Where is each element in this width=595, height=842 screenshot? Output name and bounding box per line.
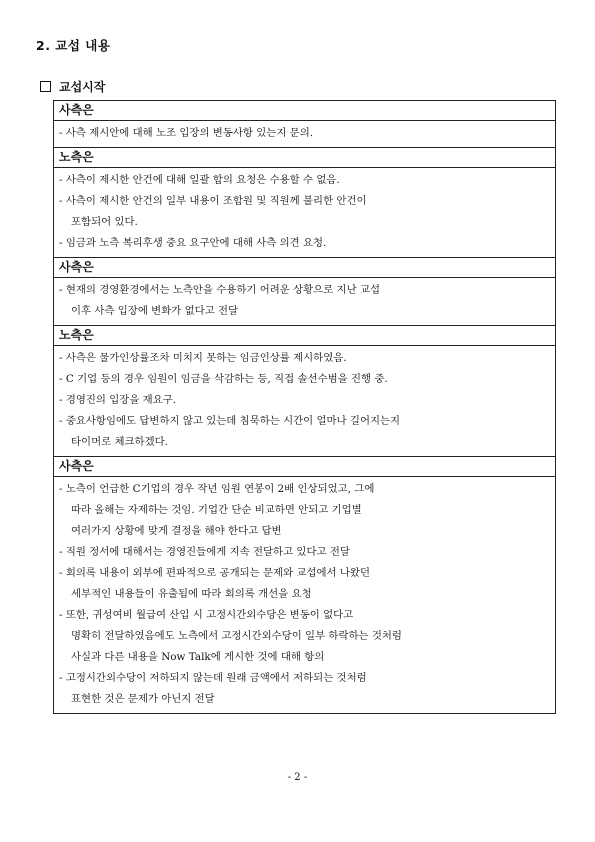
statement-line: 포함되어 있다. bbox=[71, 216, 138, 228]
statement-cell bbox=[54, 168, 555, 258]
statement-cell bbox=[54, 477, 555, 713]
statement-line: - 노측이 언급한 C기업의 경우 작년 임원 연봉이 2배 인상되었고, 그에 bbox=[59, 483, 375, 495]
statement-line: - C 기업 등의 경우 임원이 임금을 삭감하는 등, 직접 솔선수범을 진행 중. bbox=[59, 373, 388, 385]
speaker-header: 노측은 bbox=[54, 148, 555, 168]
statement-cell bbox=[54, 121, 555, 148]
statement-line: 타이머로 체크하겠다. bbox=[71, 436, 168, 448]
section-title: 2. 교섭 내용 bbox=[36, 38, 111, 53]
statement-line: 명확히 전달하였음에도 노측에서 고정시간외수당이 일부 하락하는 것처럼 bbox=[71, 630, 402, 642]
statement-line: - 경영진의 입장을 재요구. bbox=[59, 394, 177, 406]
statement-line: - 사측이 제시한 안건의 일부 내용이 조합원 및 직원께 불리한 안건이 bbox=[59, 195, 367, 207]
statement-line: - 사측 제시안에 대해 노조 입장의 변동사항 있는지 문의. bbox=[59, 127, 314, 139]
statement-line: 세부적인 내용들이 유출됨에 따라 회의록 개선을 요청 bbox=[71, 588, 312, 600]
negotiation-table bbox=[53, 100, 556, 714]
statement-line: - 고정시간외수당이 저하되지 않는데 원래 금액에서 저하되는 것처럼 bbox=[59, 672, 367, 684]
statement-line: - 사측이 제시한 안건에 대해 일괄 합의 요청은 수용할 수 없음. bbox=[59, 174, 340, 186]
statement-cell bbox=[54, 278, 555, 326]
statement-line: 이후 사측 입장에 변화가 없다고 전달 bbox=[71, 305, 239, 317]
statement-line: - 임금과 노측 복리후생 중요 요구안에 대해 사측 의견 요청. bbox=[59, 237, 327, 249]
statement-line: 표현한 것은 문제가 아닌지 전달 bbox=[71, 693, 215, 705]
statement-line: 따라 올해는 자제하는 것임. 기업간 단순 비교하면 안되고 기업별 bbox=[71, 504, 362, 516]
statement-line: - 직원 정서에 대해서는 경영진들에게 지속 전달하고 있다고 전달 bbox=[59, 546, 350, 558]
statement-line: - 사측은 물가인상률조차 미치지 못하는 임금인상률 제시하였음. bbox=[59, 352, 347, 364]
statement-line: - 회의록 내용이 외부에 편파적으로 공개되는 문제와 교섭에서 나왔던 bbox=[59, 567, 370, 579]
statement-line: - 중요사항임에도 답변하지 않고 있는데 침묵하는 시간이 얼마나 길어지는지 bbox=[59, 415, 401, 427]
subsection-label: 교섭시작 bbox=[59, 80, 106, 94]
statement-line: - 현재의 경영환경에서는 노측안을 수용하기 어려운 상황으로 지난 교섭 bbox=[59, 284, 381, 296]
statement-line: - 또한, 귀성여비 월급여 산입 시 고정시간외수당은 변동이 없다고 bbox=[59, 609, 354, 621]
subsection-title bbox=[40, 78, 105, 95]
speaker-header: 사측은 bbox=[54, 101, 555, 121]
speaker-header: 사측은 bbox=[54, 457, 555, 477]
page-number: - 2 - bbox=[287, 772, 308, 783]
statement-cell bbox=[54, 346, 555, 457]
speaker-header: 노측은 bbox=[54, 326, 555, 346]
checkbox-empty-icon bbox=[40, 81, 51, 92]
statement-line: 여러가지 상황에 맞게 결정을 해야 한다고 답변 bbox=[71, 525, 282, 537]
speaker-header: 사측은 bbox=[54, 258, 555, 278]
statement-line: 사실과 다른 내용을 Now Talk에 게시한 것에 대해 항의 bbox=[71, 651, 325, 663]
